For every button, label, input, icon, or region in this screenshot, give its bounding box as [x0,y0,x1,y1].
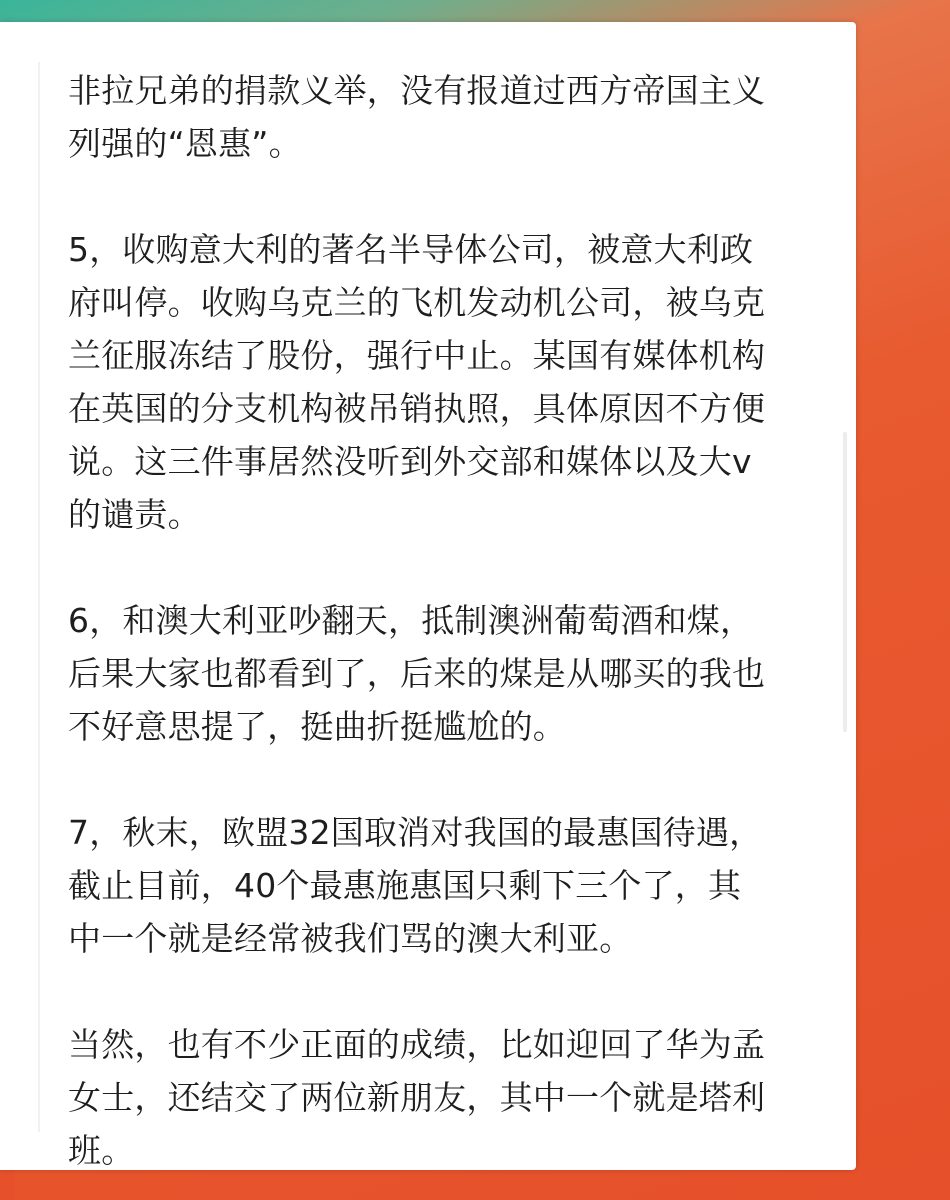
article-body [68,64,838,1177]
scrollbar[interactable] [843,432,847,732]
paragraph-intro: 非拉兄弟的捐款义举，没有报道过西方帝国主义 列强的“恩惠”。 [68,71,766,163]
text-card[interactable] [0,22,856,1170]
paragraph-conclusion: 当然，也有不少正面的成绩，比如迎回了华为孟 女士，还结交了两位新朋友，其中一个就是塔利 班。 [68,1025,766,1170]
card-divider [38,62,40,1132]
paragraph-item-5: 5，收购意大利的著名半导体公司，被意大利政 府叫停。收购乌克兰的飞机发动机公司，被乌克 兰征服冻结了股份，强行中止。某国有媒体机构 在英国的分支机构被吊销执照，具体原因不方便 说。这三件事居然没听到外交部和媒体以及大v 的谴责。 [68,230,766,534]
paragraph-item-6: 6，和澳大利亚吵翻天，抵制澳洲葡萄酒和煤， 后果大家也都看到了，后来的煤是从哪买的我也 不好意思提了，挺曲折挺尴尬的。 [68,601,766,746]
paragraph-item-7: 7，秋末，欧盟32国取消对我国的最惠国待遇， 截止目前，40个最惠施惠国只剩下三个了，其 中一个就是经常被我们骂的澳大利亚。 [68,813,763,958]
